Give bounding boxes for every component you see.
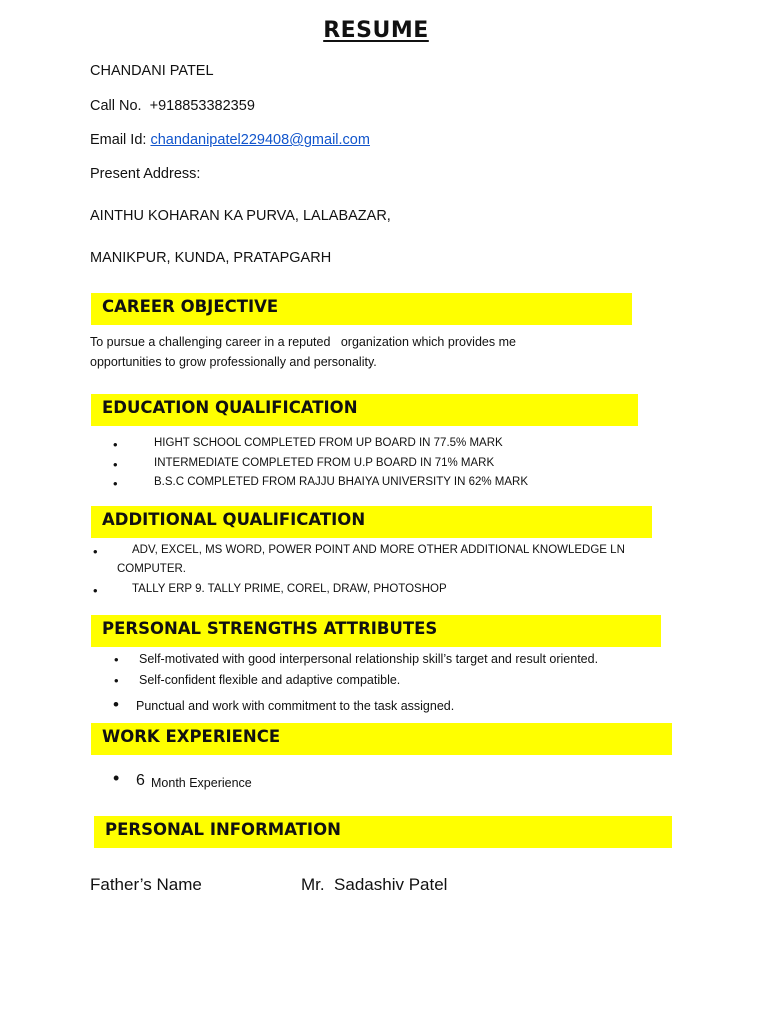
bullet: • [93,583,98,598]
section-work-experience: WORK EXPERIENCE [91,723,672,755]
bullet: • [113,476,118,491]
strength-item-text: Self-confident flexible and adaptive compatible. [139,673,401,687]
strength-item-text: Punctual and work with commitment to the task assigned. [136,699,455,713]
education-item-text: INTERMEDIATE COMPLETED FROM U.P BOARD IN 71% MARK [154,457,495,469]
section-strengths: PERSONAL STRENGTHS ATTRIBUTES [91,615,661,647]
email-label: Email Id: [90,132,147,148]
education-item-text: HIGHT SCHOOL COMPLETED FROM UP BOARD IN 77.5% MARK [154,437,503,449]
bullet: • [113,695,119,714]
career-objective-line-2: opportunities to grow professionally and personality. [90,355,377,369]
section-education: EDUCATION QUALIFICATION [91,394,638,426]
section-career-objective: CAREER OBJECTIVE [91,293,632,325]
strength-item-text: Self-motivated with good interpersonal relationship skill’s target and result oriented. [139,652,599,666]
address-line-1: AINTHU KOHARAN KA PURVA, LALABAZAR, [90,208,391,224]
bullet: • [113,437,118,452]
father-name-value: Mr. Sadashiv Patel [301,875,448,894]
bullet: • [113,768,120,788]
address-line-2: MANIKPUR, KUNDA, PRATAPGARH [90,250,332,266]
resume-title-text: RESUME [323,18,429,43]
work-experience-text: Month Experience [151,776,252,790]
section-personal-information: PERSONAL INFORMATION [94,816,672,848]
additional-item-2: TALLY ERP 9. TALLY PRIME, COREL, DRAW, PHOTOSHOP [132,583,447,595]
career-objective-line-1: To pursue a challenging career in a reputed organization which provides me [90,335,516,349]
resume-title [0,18,752,43]
call-number-line [90,98,255,114]
career-objective-text [90,332,650,372]
email-link[interactable]: chandanipatel229408@gmail.com [150,132,370,148]
call-value: +918853382359 [149,98,255,114]
section-additional: ADDITIONAL QUALIFICATION [91,506,652,538]
additional-item-1-line-1: ADV, EXCEL, MS WORD, POWER POINT AND MORE OTHER ADDITIONAL KNOWLEDGE LN [132,544,625,556]
bullet: • [93,544,98,559]
bullet: • [114,652,119,667]
bullet: • [114,673,119,688]
additional-item-1-line-2: COMPUTER. [117,563,186,575]
bullet: • [113,457,118,472]
email-line [90,132,370,148]
candidate-name: CHANDANI PATEL [90,63,214,79]
address-label: Present Address: [90,166,201,182]
father-name-label: Father’s Name [90,875,202,894]
education-item-text: B.S.C COMPLETED FROM RAJJU BHAIYA UNIVERSITY IN 62% MARK [154,476,529,488]
work-experience-number: 6 [136,772,145,789]
call-label: Call No. [90,98,142,114]
